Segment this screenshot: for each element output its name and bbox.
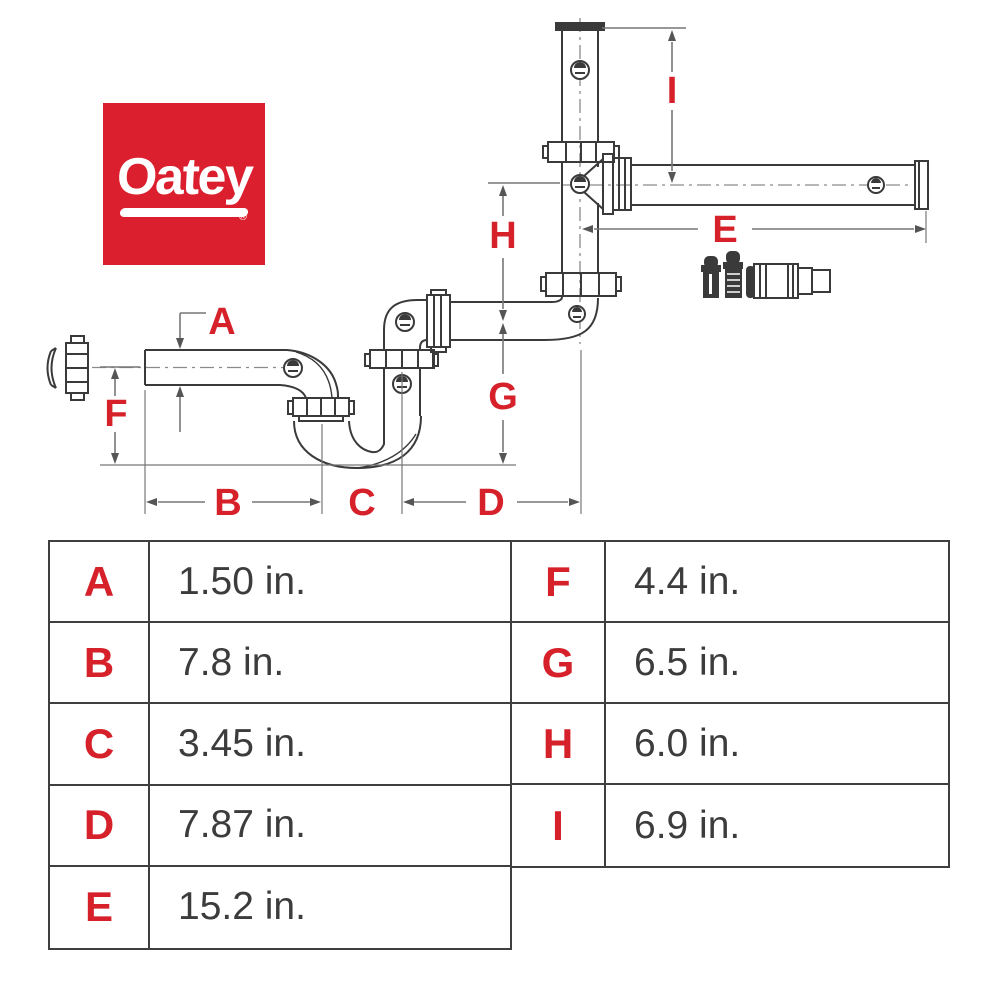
extension-lines [145, 211, 926, 514]
dimensions-table-right [512, 540, 950, 868]
tee-lower-nut [541, 273, 621, 296]
table-row [512, 623, 948, 704]
dim-label-h: H [489, 215, 517, 257]
dim-label-d: D [477, 482, 505, 524]
dim-label-c: C [348, 482, 376, 524]
dim-label-e: E [712, 209, 738, 251]
dim-letter-cell: B [50, 623, 150, 702]
dim-label-f: F [104, 393, 128, 435]
test-plug-1 [702, 257, 720, 297]
left-slip-nut [66, 336, 88, 400]
dim-value-cell: 6.0 in. [634, 721, 741, 765]
dim-label-b: B [214, 482, 242, 524]
dim-letter-cell: E [50, 867, 150, 948]
dim-a [180, 313, 206, 432]
washer [48, 348, 57, 388]
dim-value-cell: 6.5 in. [634, 640, 741, 684]
slip-coupling [747, 264, 830, 298]
dim-label-i: I [666, 70, 678, 112]
dim-letter-cell: G [512, 623, 606, 702]
dim-letter-cell: D [50, 786, 150, 865]
dim-label-a: A [208, 301, 236, 343]
dim-value-cell: 15.2 in. [178, 885, 306, 929]
table-row [512, 785, 948, 866]
trap-inlet-nut [288, 398, 354, 421]
dim-value-cell: 3.45 in. [178, 721, 306, 765]
dim-value-cell: 7.8 in. [178, 640, 285, 684]
screw-hole [571, 175, 589, 193]
table-row [50, 704, 510, 785]
union-nut [427, 290, 450, 352]
screw-hole [396, 313, 414, 331]
dimensions-table-left [48, 540, 512, 950]
screw-hole [569, 306, 585, 322]
dim-letter-cell: F [512, 542, 606, 621]
extension-tube [450, 302, 552, 340]
screw-hole [868, 177, 884, 193]
dim-letter-cell: A [50, 542, 150, 621]
oatey-logo-text: Oatey [115, 148, 253, 206]
dim-label-g: G [488, 376, 518, 418]
table-row [512, 542, 948, 623]
table-row [50, 867, 510, 948]
wall-tube [145, 350, 338, 398]
dim-value-cell: 7.87 in. [178, 803, 306, 847]
registered-trademark-icon: ® [238, 211, 247, 223]
dim-value-cell: 4.4 in. [634, 559, 741, 603]
dim-letter-cell: C [50, 704, 150, 783]
dim-value-cell: 1.50 in. [178, 559, 306, 603]
dim-letter-cell: I [512, 785, 606, 866]
screw-hole [571, 61, 589, 79]
test-plug-2 [724, 252, 742, 297]
screw-hole [284, 359, 302, 377]
tee-upper-nut [543, 142, 619, 162]
table-row [50, 542, 510, 623]
table-row [50, 786, 510, 867]
trap-outlet-nut [365, 350, 438, 368]
dim-letter-cell: H [512, 704, 606, 783]
dim-value-cell: 6.9 in. [634, 803, 741, 847]
table-row [50, 623, 510, 704]
table-row [512, 704, 948, 785]
